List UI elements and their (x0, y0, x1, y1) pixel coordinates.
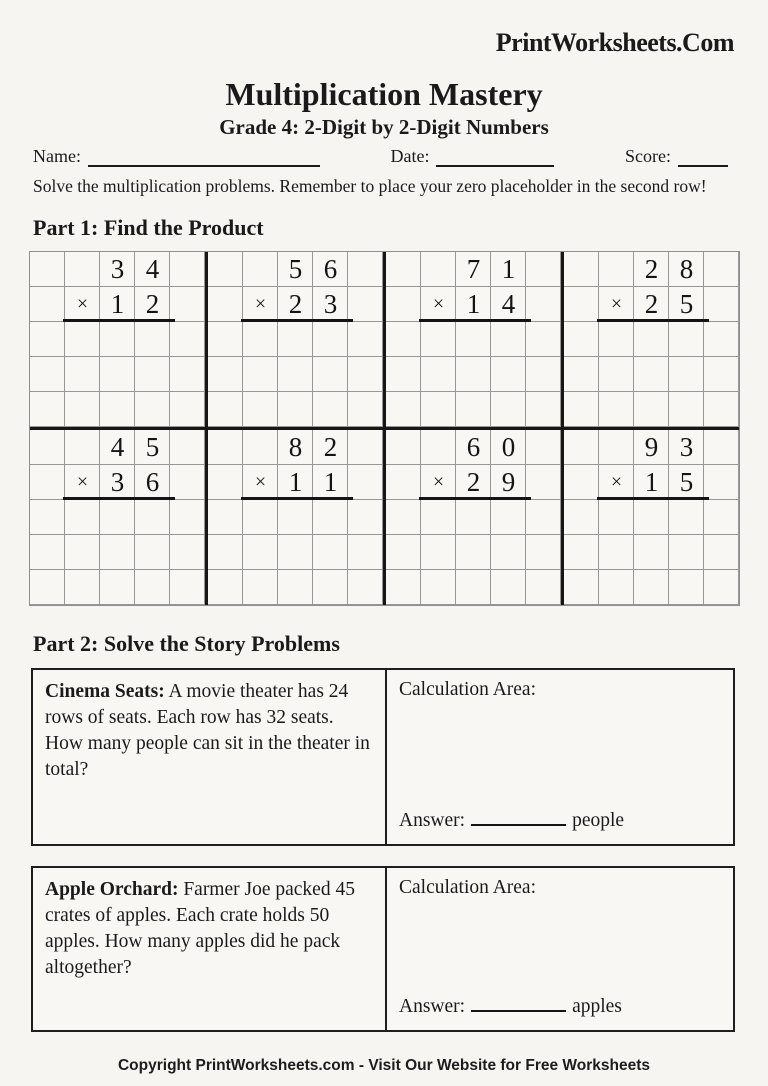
multiplicand-digit: 3 (679, 432, 694, 462)
multiply-sign-icon: × (254, 471, 267, 493)
multiplicand-digit: 1 (501, 254, 516, 284)
equals-rule (597, 319, 709, 322)
multiplier-digit: 5 (679, 467, 694, 497)
part1-heading: Part 1: Find the Product (33, 215, 264, 240)
answer-label: Answer: (399, 996, 466, 1017)
story-problem-label: Apple Orchard: (45, 879, 179, 900)
calculation-area-label: Calculation Area: (399, 877, 536, 898)
multiplier-digit: 1 (466, 289, 481, 319)
multiplication-problem-1[interactable] (30, 252, 205, 427)
story-problem-label: Cinema Seats: (45, 681, 165, 702)
multiplier-digit: 2 (145, 289, 160, 319)
multiplicand-digit: 8 (679, 254, 694, 284)
multiplication-problem-6[interactable] (208, 430, 383, 605)
equals-rule (597, 497, 709, 500)
copyright-footer: Copyright PrintWorksheets.com - Visit Our Website for Free Worksheets (117, 1057, 650, 1074)
multiplicand-digit: 6 (323, 254, 338, 284)
multiply-sign-icon: × (254, 293, 267, 315)
multiplier-digit: 5 (679, 289, 694, 319)
multiplier-digit: 4 (501, 289, 516, 319)
name-date-score-row (33, 144, 728, 167)
multiplier-digit: 1 (110, 289, 125, 319)
multiply-sign-icon: × (76, 293, 89, 315)
answer-label: Answer: (399, 810, 466, 831)
part2-heading: Part 2: Solve the Story Problems (33, 631, 340, 656)
multiplicand-digit: 9 (644, 432, 659, 462)
instructions-text: Solve the multiplication problems. Remember to place your zero placeholder in the second row! (33, 176, 707, 196)
multiplier-digit: 3 (323, 289, 338, 319)
date-field[interactable] (436, 144, 554, 167)
multiply-sign-icon: × (76, 471, 89, 493)
story-problem-apple (31, 866, 735, 1032)
multiplier-digit: 2 (644, 289, 659, 319)
score-label: Score: (625, 146, 671, 166)
equals-rule (63, 319, 175, 322)
answer-row (399, 804, 723, 832)
calculation-area[interactable] (385, 868, 733, 1030)
multiplication-problem-3[interactable] (386, 252, 561, 427)
multiplier-digit: 1 (288, 467, 303, 497)
multiplicand-digit: 8 (288, 432, 303, 462)
name-field[interactable] (88, 144, 320, 167)
multiplier-digit: 2 (288, 289, 303, 319)
story-problem-body: A movie theater has 24 rows of seats. Each row has 32 seats. How many people can sit in the theater in total? (45, 681, 370, 780)
name-label: Name: (33, 146, 81, 166)
equals-rule (241, 319, 353, 322)
brand-logo-text: PrintWorksheets.Com (495, 28, 734, 57)
calculation-area[interactable] (385, 670, 733, 844)
story-problem-text (33, 670, 385, 844)
score-field[interactable] (678, 144, 728, 167)
multiplier-digit: 9 (501, 467, 516, 497)
multiplier-digit: 6 (145, 467, 160, 497)
answer-field[interactable] (471, 804, 566, 826)
equals-rule (241, 497, 353, 500)
multiplicand-digit: 4 (110, 432, 125, 462)
multiplier-digit: 3 (110, 467, 125, 497)
equals-rule (63, 497, 175, 500)
multiplicand-digit: 6 (466, 432, 481, 462)
answer-unit: people (572, 810, 625, 831)
story-problem-body: Farmer Joe packed 45 crates of apples. Each crate holds 50 apples. How many apples did he pack altogether? (45, 879, 355, 978)
equals-rule (419, 319, 531, 322)
multiplier-digit: 1 (644, 467, 659, 497)
answer-field[interactable] (471, 990, 566, 1012)
multiplicand-digit: 5 (288, 254, 303, 284)
multiplier-digit: 2 (466, 467, 481, 497)
multiply-sign-icon: × (432, 471, 445, 493)
story-problem-text (33, 868, 385, 1030)
story-problem-cinema (31, 668, 735, 846)
multiplication-problem-5[interactable] (30, 430, 205, 605)
multiplication-grid (29, 251, 740, 606)
page-title: Multiplication Mastery (225, 76, 543, 112)
date-label: Date: (390, 146, 430, 166)
multiply-sign-icon: × (432, 293, 445, 315)
multiplicand-digit: 3 (110, 254, 125, 284)
multiplication-problem-8[interactable] (564, 430, 739, 605)
multiplicand-digit: 7 (466, 254, 481, 284)
multiplicand-digit: 2 (644, 254, 659, 284)
multiply-sign-icon: × (610, 293, 623, 315)
multiplicand-digit: 0 (501, 432, 516, 462)
page-subtitle: Grade 4: 2-Digit by 2-Digit Numbers (219, 115, 549, 139)
multiplicand-digit: 2 (323, 432, 338, 462)
answer-row (399, 990, 723, 1018)
equals-rule (419, 497, 531, 500)
multiplication-problem-2[interactable] (208, 252, 383, 427)
multiplicand-digit: 5 (145, 432, 160, 462)
multiplicand-digit: 4 (145, 254, 160, 284)
multiplication-problem-4[interactable] (564, 252, 739, 427)
calculation-area-label: Calculation Area: (399, 679, 536, 700)
answer-unit: apples (572, 996, 622, 1017)
multiply-sign-icon: × (610, 471, 623, 493)
multiplication-problem-7[interactable] (386, 430, 561, 605)
multiplier-digit: 1 (323, 467, 338, 497)
